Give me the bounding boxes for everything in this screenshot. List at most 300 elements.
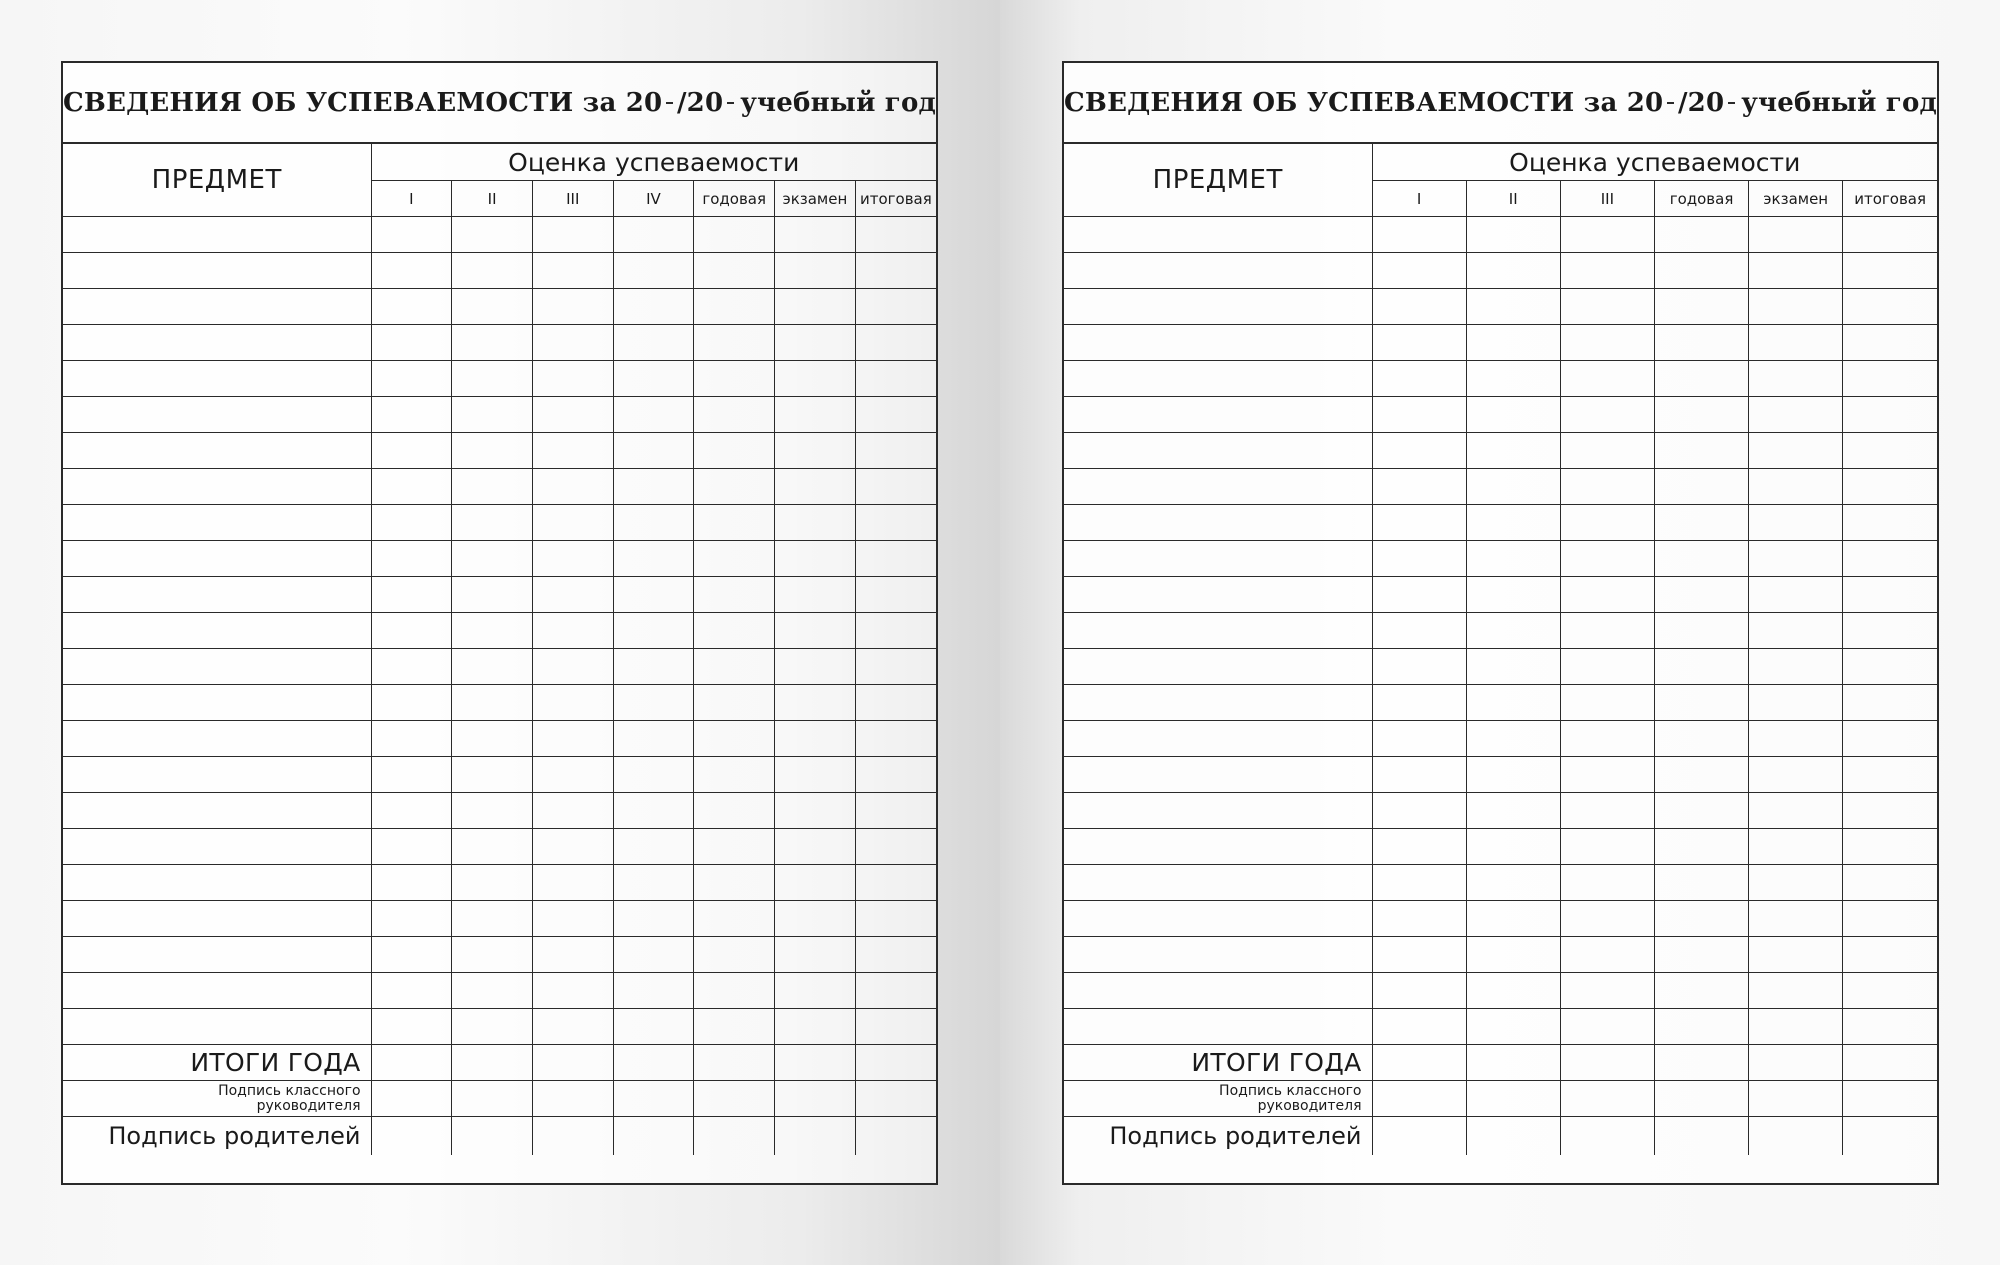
grade-cell[interactable] [1466,649,1560,685]
grade-cell[interactable] [855,397,936,433]
grade-cell[interactable] [532,253,613,289]
start-year-blank[interactable] [1667,101,1674,104]
grade-cell[interactable] [1372,217,1466,253]
grade-cell[interactable] [532,1081,613,1117]
grade-cell[interactable] [1560,325,1654,361]
grade-cell[interactable] [855,793,936,829]
grade-cell[interactable] [694,469,775,505]
grade-cell[interactable] [532,325,613,361]
grade-cell[interactable] [1372,469,1466,505]
grade-cell[interactable] [1654,433,1748,469]
grade-cell[interactable] [1654,937,1748,973]
grade-cell[interactable] [613,541,694,577]
grade-cell[interactable] [1466,613,1560,649]
grade-cell[interactable] [1372,973,1466,1009]
grade-cell[interactable] [532,361,613,397]
grade-cell[interactable] [613,937,694,973]
grade-cell[interactable] [1372,1081,1466,1117]
subject-cell[interactable] [1064,289,1372,325]
subject-cell[interactable] [63,289,371,325]
grade-cell[interactable] [1372,1117,1466,1156]
grade-cell[interactable] [775,865,856,901]
grade-cell[interactable] [1466,1009,1560,1045]
grade-cell[interactable] [1749,1045,1843,1081]
grade-cell[interactable] [1749,613,1843,649]
grade-cell[interactable] [613,505,694,541]
grade-cell[interactable] [613,793,694,829]
grade-cell[interactable] [694,901,775,937]
grade-cell[interactable] [855,721,936,757]
grade-cell[interactable] [1749,469,1843,505]
subject-cell[interactable] [1064,253,1372,289]
grade-cell[interactable] [532,613,613,649]
grade-cell[interactable] [1372,865,1466,901]
grade-cell[interactable] [452,1045,533,1081]
grade-cell[interactable] [775,613,856,649]
subject-cell[interactable] [63,253,371,289]
grade-cell[interactable] [1843,613,1937,649]
grade-cell[interactable] [1843,397,1937,433]
grade-cell[interactable] [452,253,533,289]
grade-cell[interactable] [775,505,856,541]
grade-cell[interactable] [855,1081,936,1117]
grade-cell[interactable] [452,829,533,865]
grade-cell[interactable] [1749,649,1843,685]
subject-cell[interactable] [1064,325,1372,361]
grade-cell[interactable] [775,757,856,793]
grade-cell[interactable] [1466,865,1560,901]
grade-cell[interactable] [775,649,856,685]
subject-cell[interactable] [1064,397,1372,433]
grade-cell[interactable] [855,901,936,937]
grade-cell[interactable] [855,649,936,685]
grade-cell[interactable] [855,253,936,289]
grade-cell[interactable] [1749,289,1843,325]
grade-cell[interactable] [1560,685,1654,721]
grade-cell[interactable] [1560,1009,1654,1045]
grade-cell[interactable] [371,1117,452,1156]
grade-cell[interactable] [1466,433,1560,469]
grade-cell[interactable] [1560,289,1654,325]
grade-cell[interactable] [1466,1081,1560,1117]
subject-cell[interactable] [1064,361,1372,397]
grade-cell[interactable] [532,685,613,721]
grade-cell[interactable] [1749,361,1843,397]
grade-cell[interactable] [371,973,452,1009]
grade-cell[interactable] [775,901,856,937]
grade-cell[interactable] [371,901,452,937]
grade-cell[interactable] [1466,469,1560,505]
grade-cell[interactable] [855,217,936,253]
grade-cell[interactable] [452,937,533,973]
grade-cell[interactable] [1843,577,1937,613]
grade-cell[interactable] [1466,1117,1560,1156]
grade-cell[interactable] [1654,685,1748,721]
grade-cell[interactable] [855,973,936,1009]
grade-cell[interactable] [694,829,775,865]
grade-cell[interactable] [775,973,856,1009]
grade-cell[interactable] [1654,289,1748,325]
grade-cell[interactable] [855,613,936,649]
subject-cell[interactable] [63,613,371,649]
grade-cell[interactable] [1466,757,1560,793]
grade-cell[interactable] [694,613,775,649]
grade-cell[interactable] [1654,649,1748,685]
grade-cell[interactable] [1372,505,1466,541]
grade-cell[interactable] [1843,505,1937,541]
grade-cell[interactable] [1560,1081,1654,1117]
grade-cell[interactable] [694,253,775,289]
grade-cell[interactable] [694,1081,775,1117]
grade-cell[interactable] [1372,325,1466,361]
grade-cell[interactable] [452,685,533,721]
grade-cell[interactable] [532,937,613,973]
grade-cell[interactable] [775,217,856,253]
grade-cell[interactable] [694,217,775,253]
grade-cell[interactable] [452,613,533,649]
grade-cell[interactable] [855,433,936,469]
grade-cell[interactable] [613,1117,694,1156]
grade-cell[interactable] [775,433,856,469]
grade-cell[interactable] [775,325,856,361]
subject-cell[interactable] [63,973,371,1009]
grade-cell[interactable] [371,613,452,649]
grade-cell[interactable] [1749,937,1843,973]
grade-cell[interactable] [613,973,694,1009]
subject-cell[interactable] [1064,469,1372,505]
grade-cell[interactable] [532,289,613,325]
grade-cell[interactable] [694,649,775,685]
grade-cell[interactable] [1843,685,1937,721]
grade-cell[interactable] [1843,289,1937,325]
grade-cell[interactable] [371,649,452,685]
grade-cell[interactable] [452,901,533,937]
subject-cell[interactable] [1064,505,1372,541]
grade-cell[interactable] [1372,649,1466,685]
grade-cell[interactable] [1654,217,1748,253]
grade-cell[interactable] [775,1045,856,1081]
grade-cell[interactable] [532,397,613,433]
grade-cell[interactable] [694,685,775,721]
grade-cell[interactable] [371,217,452,253]
subject-cell[interactable] [63,721,371,757]
grade-cell[interactable] [1654,1081,1748,1117]
grade-cell[interactable] [613,757,694,793]
grade-cell[interactable] [694,865,775,901]
grade-cell[interactable] [1654,361,1748,397]
grade-cell[interactable] [532,901,613,937]
grade-cell[interactable] [532,217,613,253]
grade-cell[interactable] [1654,1117,1748,1156]
grade-cell[interactable] [1654,1045,1748,1081]
subject-cell[interactable] [63,397,371,433]
grade-cell[interactable] [452,505,533,541]
grade-cell[interactable] [613,289,694,325]
grade-cell[interactable] [1843,973,1937,1009]
subject-cell[interactable] [63,865,371,901]
grade-cell[interactable] [1466,253,1560,289]
grade-cell[interactable] [532,577,613,613]
grade-cell[interactable] [1843,1117,1937,1156]
grade-cell[interactable] [855,757,936,793]
grade-cell[interactable] [855,1117,936,1156]
grade-cell[interactable] [371,1009,452,1045]
grade-cell[interactable] [532,469,613,505]
grade-cell[interactable] [694,433,775,469]
grade-cell[interactable] [452,1081,533,1117]
grade-cell[interactable] [452,217,533,253]
grade-cell[interactable] [775,397,856,433]
grade-cell[interactable] [1372,289,1466,325]
grade-cell[interactable] [452,361,533,397]
grade-cell[interactable] [452,469,533,505]
grade-cell[interactable] [855,577,936,613]
grade-cell[interactable] [1560,577,1654,613]
grade-cell[interactable] [694,289,775,325]
grade-cell[interactable] [775,469,856,505]
grade-cell[interactable] [1560,937,1654,973]
grade-cell[interactable] [452,325,533,361]
grade-cell[interactable] [1654,577,1748,613]
grade-cell[interactable] [1843,1081,1937,1117]
grade-cell[interactable] [1372,433,1466,469]
grade-cell[interactable] [1749,721,1843,757]
grade-cell[interactable] [1654,973,1748,1009]
grade-cell[interactable] [532,757,613,793]
grade-cell[interactable] [1466,505,1560,541]
grade-cell[interactable] [1466,361,1560,397]
grade-cell[interactable] [1466,1045,1560,1081]
grade-cell[interactable] [371,865,452,901]
subject-cell[interactable] [63,577,371,613]
grade-cell[interactable] [855,829,936,865]
grade-cell[interactable] [452,1117,533,1156]
grade-cell[interactable] [371,829,452,865]
grade-cell[interactable] [1843,649,1937,685]
grade-cell[interactable] [371,1045,452,1081]
grade-cell[interactable] [613,613,694,649]
grade-cell[interactable] [775,937,856,973]
subject-cell[interactable] [63,1009,371,1045]
grade-cell[interactable] [613,253,694,289]
grade-cell[interactable] [532,649,613,685]
grade-cell[interactable] [613,361,694,397]
grade-cell[interactable] [452,541,533,577]
grade-cell[interactable] [1466,901,1560,937]
grade-cell[interactable] [1560,973,1654,1009]
grade-cell[interactable] [371,541,452,577]
grade-cell[interactable] [1372,685,1466,721]
subject-cell[interactable] [1064,577,1372,613]
grade-cell[interactable] [452,865,533,901]
grade-cell[interactable] [1654,757,1748,793]
grade-cell[interactable] [452,721,533,757]
grade-cell[interactable] [532,433,613,469]
grade-cell[interactable] [452,757,533,793]
grade-cell[interactable] [1654,901,1748,937]
grade-cell[interactable] [1749,577,1843,613]
grade-cell[interactable] [532,1009,613,1045]
grade-cell[interactable] [1372,721,1466,757]
grade-cell[interactable] [1749,1117,1843,1156]
subject-cell[interactable] [1064,721,1372,757]
grade-cell[interactable] [613,721,694,757]
grade-cell[interactable] [1654,541,1748,577]
grade-cell[interactable] [1654,613,1748,649]
grade-cell[interactable] [1654,253,1748,289]
grade-cell[interactable] [371,289,452,325]
grade-cell[interactable] [694,1045,775,1081]
subject-cell[interactable] [63,901,371,937]
grade-cell[interactable] [1654,397,1748,433]
grade-cell[interactable] [855,865,936,901]
grade-cell[interactable] [694,325,775,361]
grade-cell[interactable] [1654,793,1748,829]
grade-cell[interactable] [1843,361,1937,397]
subject-cell[interactable] [1064,433,1372,469]
grade-cell[interactable] [775,361,856,397]
grade-cell[interactable] [775,793,856,829]
grade-cell[interactable] [1843,865,1937,901]
grade-cell[interactable] [1560,901,1654,937]
grade-cell[interactable] [1372,829,1466,865]
grade-cell[interactable] [855,469,936,505]
grade-cell[interactable] [1560,649,1654,685]
grade-cell[interactable] [775,1009,856,1045]
subject-cell[interactable] [63,505,371,541]
grade-cell[interactable] [1843,721,1937,757]
grade-cell[interactable] [694,361,775,397]
grade-cell[interactable] [1749,901,1843,937]
grade-cell[interactable] [1749,793,1843,829]
grade-cell[interactable] [1749,973,1843,1009]
grade-cell[interactable] [1749,541,1843,577]
grade-cell[interactable] [1560,397,1654,433]
grade-cell[interactable] [532,1045,613,1081]
grade-cell[interactable] [1749,505,1843,541]
grade-cell[interactable] [371,397,452,433]
grade-cell[interactable] [1749,253,1843,289]
grade-cell[interactable] [1654,865,1748,901]
grade-cell[interactable] [1560,505,1654,541]
subject-cell[interactable] [63,829,371,865]
grade-cell[interactable] [1560,469,1654,505]
grade-cell[interactable] [1466,793,1560,829]
grade-cell[interactable] [1843,217,1937,253]
grade-cell[interactable] [613,901,694,937]
grade-cell[interactable] [1466,829,1560,865]
grade-cell[interactable] [613,1045,694,1081]
grade-cell[interactable] [775,289,856,325]
grade-cell[interactable] [1372,541,1466,577]
grade-cell[interactable] [1466,577,1560,613]
grade-cell[interactable] [1843,433,1937,469]
grade-cell[interactable] [1654,505,1748,541]
grade-cell[interactable] [775,1081,856,1117]
subject-cell[interactable] [1064,685,1372,721]
grade-cell[interactable] [775,721,856,757]
subject-cell[interactable] [63,685,371,721]
grade-cell[interactable] [1843,469,1937,505]
grade-cell[interactable] [694,757,775,793]
grade-cell[interactable] [694,721,775,757]
grade-cell[interactable] [1466,937,1560,973]
grade-cell[interactable] [1466,397,1560,433]
grade-cell[interactable] [613,577,694,613]
grade-cell[interactable] [855,325,936,361]
grade-cell[interactable] [613,1009,694,1045]
subject-cell[interactable] [1064,829,1372,865]
subject-cell[interactable] [1064,541,1372,577]
grade-cell[interactable] [1560,793,1654,829]
grade-cell[interactable] [1749,217,1843,253]
grade-cell[interactable] [371,685,452,721]
subject-cell[interactable] [63,217,371,253]
grade-cell[interactable] [613,469,694,505]
subject-cell[interactable] [1064,793,1372,829]
subject-cell[interactable] [63,541,371,577]
subject-cell[interactable] [1064,865,1372,901]
grade-cell[interactable] [1466,541,1560,577]
grade-cell[interactable] [532,829,613,865]
grade-cell[interactable] [452,793,533,829]
grade-cell[interactable] [371,721,452,757]
grade-cell[interactable] [1654,469,1748,505]
grade-cell[interactable] [613,217,694,253]
grade-cell[interactable] [613,397,694,433]
grade-cell[interactable] [694,541,775,577]
grade-cell[interactable] [1749,397,1843,433]
grade-cell[interactable] [1749,865,1843,901]
grade-cell[interactable] [1560,433,1654,469]
grade-cell[interactable] [694,973,775,1009]
grade-cell[interactable] [613,829,694,865]
grade-cell[interactable] [694,397,775,433]
grade-cell[interactable] [1749,1081,1843,1117]
grade-cell[interactable] [1372,361,1466,397]
grade-cell[interactable] [1654,829,1748,865]
subject-cell[interactable] [63,793,371,829]
grade-cell[interactable] [1560,541,1654,577]
grade-cell[interactable] [371,1081,452,1117]
grade-cell[interactable] [1843,253,1937,289]
grade-cell[interactable] [1749,757,1843,793]
grade-cell[interactable] [1843,829,1937,865]
grade-cell[interactable] [452,973,533,1009]
grade-cell[interactable] [1560,865,1654,901]
grade-cell[interactable] [532,973,613,1009]
grade-cell[interactable] [371,469,452,505]
grade-cell[interactable] [1372,577,1466,613]
grade-cell[interactable] [371,793,452,829]
subject-cell[interactable] [63,469,371,505]
grade-cell[interactable] [1560,1117,1654,1156]
grade-cell[interactable] [1560,829,1654,865]
subject-cell[interactable] [63,433,371,469]
grade-cell[interactable] [1560,361,1654,397]
subject-cell[interactable] [63,757,371,793]
grade-cell[interactable] [1843,541,1937,577]
grade-cell[interactable] [1843,793,1937,829]
grade-cell[interactable] [1560,757,1654,793]
grade-cell[interactable] [855,289,936,325]
grade-cell[interactable] [371,253,452,289]
grade-cell[interactable] [1372,397,1466,433]
grade-cell[interactable] [1749,1009,1843,1045]
grade-cell[interactable] [532,1117,613,1156]
grade-cell[interactable] [694,793,775,829]
grade-cell[interactable] [613,649,694,685]
